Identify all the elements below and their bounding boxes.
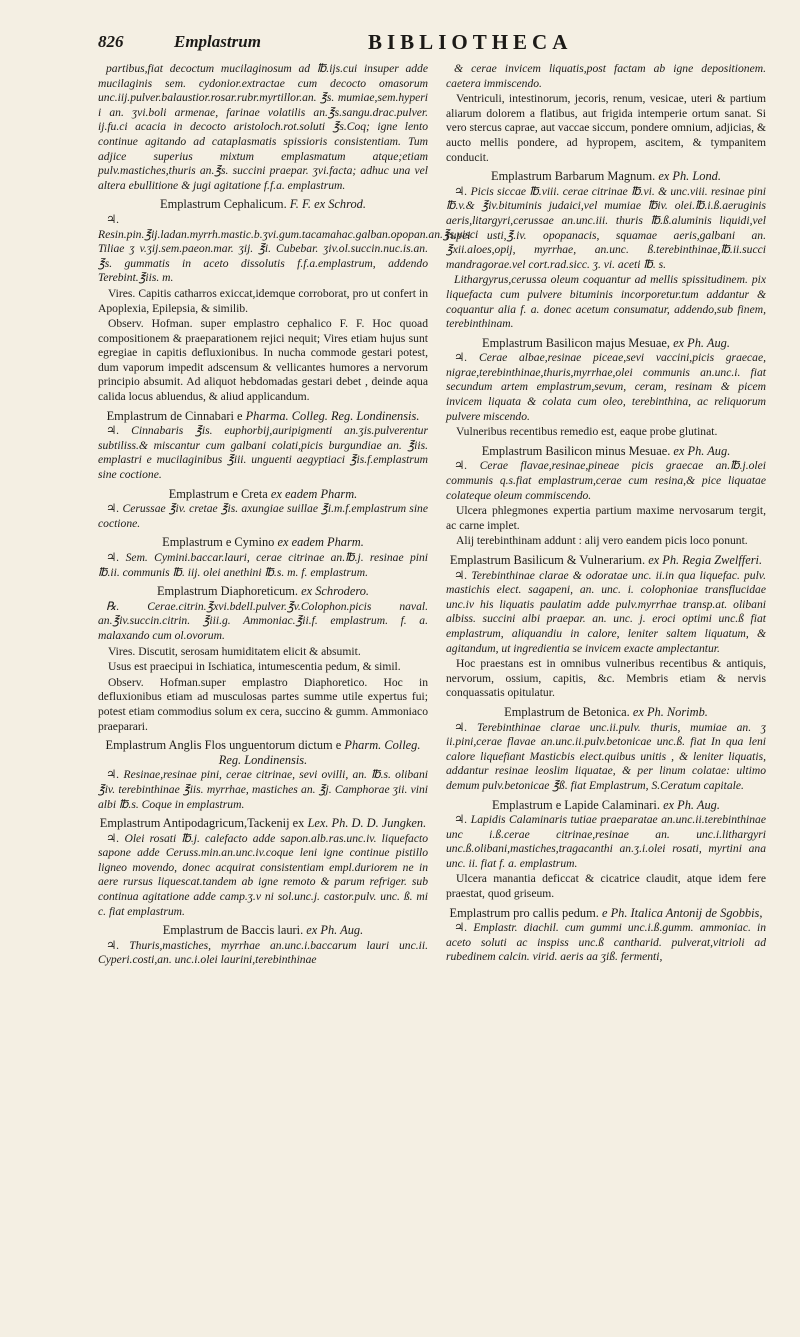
recipe-heading [98, 584, 428, 599]
recipe-source: ex Ph. Aug. [306, 923, 364, 938]
recipe-title: Emplastrum Diaphoreticum. [156, 584, 299, 599]
recipe-title: Emplastrum Basilicon majus Mesuae, [482, 335, 670, 350]
running-head: Emplastrum [174, 32, 261, 51]
recipe-source: ex Ph. Aug. [663, 797, 720, 812]
recipe-text: ♃. Terebinthinae clarae unc.ii.pulv. thuris, mumiae an. ʒ ii.pini,cerae flavae an.unc.ii.pulv.betonicae unc.ß. fiat In qua leni calore liquefiant Masticbis elect.quibus unitis , & leniter liquatis, addantur resinae leoslim liquatae, & per linum colatae: ultimo demum pulv.betonicae ℥ß. fiat Emplastrum, S.Ceratum capitale. [446, 720, 766, 792]
recipe-title: Emplastrum Basilicum & Vulnerarium. [449, 553, 646, 567]
recipe-source: Lex. Ph. D. D. Jungken. [307, 816, 427, 831]
paragraph: Alij terebinthinam addunt : alij vero eandem picis loco ponunt. [456, 534, 748, 548]
recipe-heading [98, 738, 428, 767]
paragraph: Ulcera manantia deficcat & cicatrice claudit, atque idem fere praestat, quod griseum. [446, 872, 766, 901]
paragraph: Usus est praecipui in Ischiatica, intumescentia pedum, & simil. [108, 660, 401, 674]
paragraph: Observ. Hofman.super emplastro Diaphoretico. Hoc in defluxionibus etiam ad musculosas partes summe utile expertus fui; potest etiam commodius solum ex cera, succino & gumm. Ammoniaco praeparari. [98, 675, 428, 733]
recipe-text: ♃. Resin.pin.℥ij.ladan.myrrh.mastic.b.ʒvi.gum.tacamahac.galban.opopan.an.℥s.visci Tiliae ʒ v.ʒij.sem.paeon.mar. ʒij. ℥i. Cubebar. ʒiv.ol.succin.nuc.is.an. ℥s. gummatis in aceto dissolutis f.f.a.emplastrum, addendo Terebint.℥iis. m. [98, 212, 479, 285]
recipe-title: Emplastrum Barbarum Magnum. [491, 169, 656, 184]
text-columns [98, 62, 766, 969]
recipe-heading [98, 487, 428, 502]
recipe-title: Emplastrum Antipodagricum,Tackenij ex [99, 816, 305, 831]
recipe-heading [446, 705, 766, 720]
recipe-heading [98, 535, 428, 550]
recipe-source: ex Ph. Aug. [673, 335, 730, 350]
page-title: BIBLIOTHECA [368, 30, 573, 54]
recipe-source: ex Ph. Lond. [658, 169, 721, 184]
recipe-text: ♃. Terebinthinae clarae & odoratae unc. ii.in qua liquefac. pulv. mastichis elect. sagapeni, an. unc. i. colophoniae transflucidae unc.iv his liquatis paulatim adde pulv.myrrhae transp.at. olibani albiss. succini albi praepar. an. unc. j. eroci optimi unc.ß fiat emplastrum, aliquandiu in calore, leniter saltem liquatum, & agitandum, ut ingredientia se invicem exacte amplectantur. [446, 568, 766, 655]
paragraph: Vires. Capitis catharros exiccat,idemque corroborat, pro ut confert in Apoplexia, Epilepsia, & similib. [98, 286, 428, 315]
recipe-heading [446, 906, 766, 921]
paragraph: Vulneribus recentibus remedio est, eaque probe glutinat. [456, 425, 718, 439]
recipe-text: ♃. Olei rosati ℔.j. calefacto adde sapon.alb.ras.unc.iv. liquefacto sapone adde Ceruss.min.an.unc.iv.coque leni igne continue pistillo ligneo movendo, donec acquirat consistentiam empl.duriorem ne in aere rursus liquescat.tandem ab igne remoto & parum refriger. sub continua agitatione adde camp.ʒ.v ni sol.unc.j. castor.pulv. unc. ß. mi c. fiat emplastrum. [98, 831, 428, 918]
recipe-source: ex eadem Pharm. [270, 486, 358, 501]
recipe-text: ♃. Cerussae ℥iv. cretae ℥is. axungiae suillae ℥i.m.f.emplastrum sine coctione. [98, 502, 428, 530]
paragraph: Hoc praestans est in omnibus vulneribus recentibus & antiquis, nervorum, ossium, capitis, &c. Membris etiam & nervis conquassatis opitulatur. [446, 657, 766, 700]
paragraph: Ventriculi, intestinorum, jecoris, renum, vesicae, uteri & partium aliarum dolorem a flatibus, aut frigida intemperie ortum sanat. Si vero stercus caprae, aut vaccae siccum, pondere omnium, adjicias, & aucto mellis pondere, ad hypropem, ascitem, & tympanitem conducit. [446, 92, 766, 164]
recipe-title: Emplastrum e Cymino [162, 535, 275, 550]
recipe-text: ♃. Sem. Cymini.baccar.lauri, cerae citrinae an.℔.j. resinae pini ℔.ii. communis ℔. iij. olei anethini ℔.s. m. f. emplastrum. [98, 551, 428, 579]
recipe-heading [446, 798, 766, 813]
recipe-source: ex Ph. Aug. [673, 443, 731, 458]
recipe-title: Emplastrum Cephalicum. [160, 197, 287, 212]
recipe-title: Emplastrum Basilicon minus Mesuae. [481, 443, 671, 458]
recipe-source: Pharma. Colleg. Reg. Londinensis. [245, 408, 420, 423]
recipe-source: F. F. ex Schrod. [289, 197, 366, 212]
recipe-text: ℞. Cerae.citrin.℥xvi.bdell.pulver.℥v.Colophon.picis naval. an.℥iv.succin.citrin. ℥iii.g. Ammoniac.℥ii.f. emplastrum. f. a. malaxando cum ol.ovorum. [98, 599, 428, 642]
recipe-title: Emplastrum e Creta [168, 486, 268, 501]
recipe-text: ♃. Emplastr. diachil. cum gummi unc.i.ß.gumm. ammoniac. in aceto soluti ac inspiss unc.ß cantharid. pulverat,vitrioli ad rubedinem calcin. virid. aeris aa ʒiß. fermenti, [446, 921, 766, 964]
recipe-text: & cerae invicem liquatis,post factam ab igne depositionem. caetera immiscendo. [446, 62, 766, 90]
recipe-heading [446, 553, 766, 568]
recipe-source: ex eadem Pharm. [277, 535, 364, 550]
recipe-heading [98, 197, 428, 212]
recipe-source: e Ph. Italica Antonij de Sgobbis, [601, 905, 763, 920]
recipe-heading [98, 816, 428, 831]
recipe-text: ♃. Resinae,resinae pini, cerae citrinae, sevi ovilli, an. ℔.s. olibani ℥iv. terebinthinae ℥iis. myrrhae, mastiches an. ℥j. Camphorae ʒii. vini albi ℔.s. Coque in emplastrum. [98, 768, 428, 811]
recipe-title: Emplastrum e Lapide Calaminari. [492, 797, 660, 812]
left-column [98, 62, 479, 969]
recipe-text: ♃. Lapidis Calaminaris tutiae praeparatae an.unc.ii.terebinthinae unc i.ß.cerae citrinae,resinae an. unc.i.lithargyri unc.ß.olibani,mastiches,tragacanthi an.ʒ.i.olei rosati, myrtini ana unc. ii. fiat f. a. emplastrum. [446, 813, 766, 870]
recipe-text: ♃. Cerae flavae,resinae,pineae picis graecae an.℔.j.olei communis q.s.fiat emplastrum,cerae cum resina,& pice liquatae colateque oleum commiscendo. [446, 459, 766, 502]
right-column [446, 62, 766, 969]
recipe-source: ex Ph. Norimb. [632, 704, 708, 719]
recipe-text: partibus,fiat decoctum mucilaginosum ad ℔.ijs.cui insuper adde mucilaginis sem. cydonior.extractae cum decocto omasorum unc.iij.pulver.balaustior.rosar.rubr.myrtillor.an. ℥s. mumiae,sem.hyperi i an. ʒvi.boli armenae, farinae volatilis an.℥s.sangu.drac.pulver. ij.fu.ci acacia in decocto aristoloch.rot.soluti ℥s.Coq; igne lento continue agitando ad cataplasmatis spissioris consistentiam. Tum adjice superius mixtum emplasmatum atque;etiam pulv.mastiches,thuris an.℥s. succini praepar. ʒvi.facta; adhuc una vel altera ebullitione & jugi agitatione f.f.a. emplastrum. [98, 62, 428, 192]
paragraph: Vires. Discutit, serosam humiditatem elicit & absumit. [108, 644, 361, 658]
recipe-title: Emplastrum de Betonica. [504, 704, 630, 719]
recipe-text: ♃. Picis siccae ℔.viii. cerae citrinae ℔.vi. & unc.viii. resinae pini ℔.v.& ℥iv.bituminis judaici,vel mumiae ℔iv. olei.℔.i.ß.aeruginis aeris,litargyri,cerussae an.unc.iii. thuris ℔.ß.aluminis liquidi,vel rupei usti,℥.iv. opopanacis, squamae aeris,galbani an. ℥xii.aloes,opij, myrrhae, an.unc. ß.terebinthinae,℔.ii.succi mandragorae.vel cort.rad.sicc. ʒ. vi. aceti ℔. s. [446, 184, 766, 271]
recipe-text: ♃. Thuris,mastiches, myrrhae an.unc.i.baccarum lauri unc.ii. Cyperi.costi,an. unc.i.olei laurini,terebinthinae [98, 938, 428, 967]
recipe-title: Emplastrum Anglis Flos unguentorum dictum e [105, 738, 342, 753]
recipe-title: Emplastrum pro callis pedum. [449, 905, 599, 920]
recipe-source: ex Schrodero. [301, 584, 370, 599]
paragraph: Ulcera phlegmones expertia partium maxime nervosarum tergit, ac carne implet. [446, 504, 766, 532]
recipe-source: ex Ph. Regia Zwelfferi. [648, 553, 763, 567]
recipe-title: Emplastrum de Baccis lauri. [162, 923, 304, 938]
recipe-text: ♃. Cerae albae,resinae piceae,sevi vaccini,picis graecae, nigrae,terebinthinae,thuris,myrrhae,olei communis an.unc.i. fiat secundum artem emplastrum,sevum, ceram, resinam & picem invicem liquata & colata cum oleo, terebinthina, ac reliquorum pulvere miscendo. [446, 351, 766, 423]
recipe-source: Pharm. Colleg. Reg. Londinensis. [218, 738, 421, 767]
recipe-heading [446, 169, 766, 184]
recipe-heading [98, 923, 428, 938]
recipe-heading [446, 444, 766, 459]
paragraph: Observ. Hofman. super emplastro cephalico F. F. Hoc quoad compositionem & praeparationem rejici nequit; Vires etiam hujus sunt egregiae in capitis defluxionibus. In nucha commode gestari potest, dum vaporum impedit adscensum & vellicantes humores a nervorum principio absumit. Ad aliquot hebdomadas gestari debet , deinde aqua calida locus abluendus, & aliud applicandum. [98, 317, 428, 404]
page-number: 826 [98, 32, 124, 51]
recipe-title: Emplastrum de Cinnabari e [106, 408, 243, 423]
recipe-heading [446, 336, 766, 351]
recipe-text: ♃. Cinnabaris ℥is. euphorbij,auripigmenti an.ʒis.pulverentur subtiliss.& miscantur cum galbani colati,picis burgundiae an. ℥iis. emplastri e mucilaginibus ℥iii. unguenti aegyptiaci ℥is.f.emplastrum sine coctione. [98, 424, 428, 482]
page-header [98, 26, 766, 58]
recipe-text: Lithargyrus,cerussa oleum coquantur ad mellis spissitudinem. pix liquefacta cum pulvere bituminis incorporetur.tum addantur & coquantur alia f. a. donec acetum consumatur, addendo,sub finem, terebinthinam. [446, 273, 766, 331]
recipe-heading [98, 409, 428, 424]
